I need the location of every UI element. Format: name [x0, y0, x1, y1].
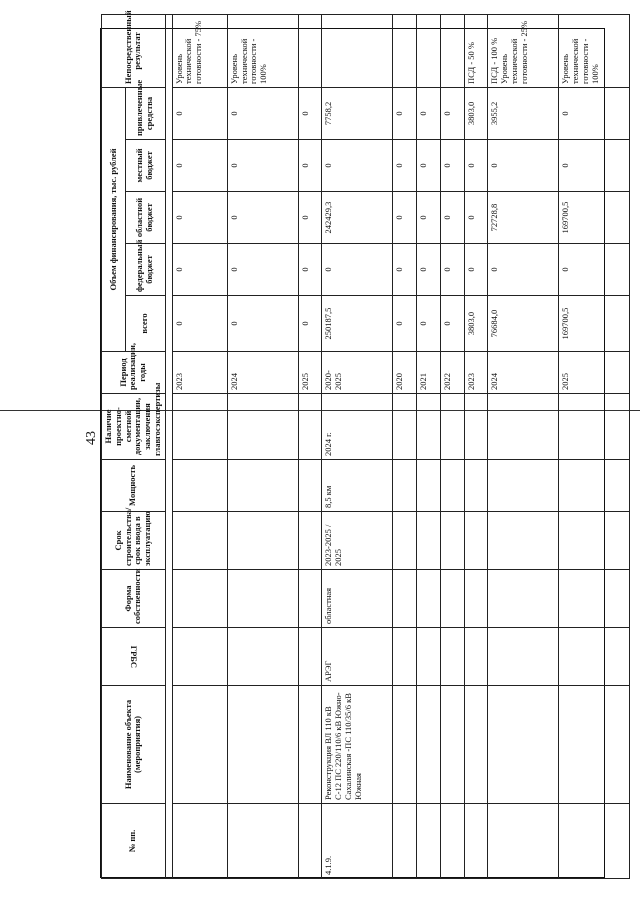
- cell-period: [464, 512, 488, 570]
- cell-num: [464, 804, 488, 879]
- cell-regional: 0: [227, 192, 298, 244]
- cell-federal: 0: [559, 244, 630, 296]
- cell-docs: [440, 394, 464, 460]
- cell-ownership: областная: [322, 570, 393, 628]
- cell-docs: 2024 г.: [322, 394, 393, 460]
- cell-attracted: 3955,2: [488, 87, 559, 139]
- table-row: [440, 14, 464, 878]
- cell-attracted: 0: [393, 87, 417, 139]
- cell-result: Уровень технической готовности - 75%: [172, 14, 227, 87]
- cell-capacity: [417, 460, 441, 512]
- cell-grbs: [172, 628, 227, 686]
- financing-table: [101, 10, 630, 879]
- header-local: местный бюджет: [125, 140, 165, 192]
- cell-total: 0: [393, 296, 417, 352]
- cell-capacity: [440, 460, 464, 512]
- cell-result: [440, 14, 464, 87]
- cell-ownership: [393, 570, 417, 628]
- cell-ownership: [417, 570, 441, 628]
- cell-year: 2024: [227, 352, 298, 394]
- header-result: Непосредственный результат: [102, 14, 166, 87]
- cell-local: 0: [298, 140, 322, 192]
- cell-name: [440, 686, 464, 804]
- cell-grbs: [488, 628, 559, 686]
- cell-regional: 0: [172, 192, 227, 244]
- cell-period: 2023-2025 / 2025: [322, 512, 393, 570]
- cell-federal: 0: [322, 244, 393, 296]
- cell-ownership: [227, 570, 298, 628]
- cell-attracted: 0: [559, 87, 630, 139]
- cell-federal: 0: [227, 244, 298, 296]
- table-row: [488, 14, 559, 878]
- cell-docs: [298, 394, 322, 460]
- cell-ownership: [172, 570, 227, 628]
- cell-regional: 169700,5: [559, 192, 630, 244]
- cell-period: [559, 512, 630, 570]
- header-financing: Объем финансирования, тыс. рублей: [102, 87, 126, 351]
- cell-attracted: 0: [227, 87, 298, 139]
- cell-federal: 0: [440, 244, 464, 296]
- cell-total: 0: [172, 296, 227, 352]
- cell-grbs: [559, 628, 630, 686]
- table-sheet: [100, 10, 605, 878]
- cell-result: [417, 14, 441, 87]
- table-row: [417, 14, 441, 878]
- cell-num: [440, 804, 464, 879]
- cell-regional: 0: [440, 192, 464, 244]
- header-name: Наименование объекта (мероприятия): [102, 686, 166, 804]
- cell-year: 2025: [298, 352, 322, 394]
- table-row: [172, 14, 227, 878]
- cell-result: Уровень технической готовности - 100%: [227, 14, 298, 87]
- cell-ownership: [464, 570, 488, 628]
- cell-result: Уровень технической готовности - 100%: [559, 14, 630, 87]
- cell-period: [298, 512, 322, 570]
- cell-period: [172, 512, 227, 570]
- cell-regional: 72728,8: [488, 192, 559, 244]
- cell-attracted: 0: [440, 87, 464, 139]
- cell-period: [393, 512, 417, 570]
- header-period: Срок строительства/срок ввода в эксплуатацию: [102, 512, 166, 570]
- header-regional: областной бюджет: [125, 192, 165, 244]
- cell-federal: 0: [172, 244, 227, 296]
- cell-num: [488, 804, 559, 879]
- cell-name: [172, 686, 227, 804]
- cell-local: 0: [172, 140, 227, 192]
- cell-result: [393, 14, 417, 87]
- cell-result: [298, 14, 322, 87]
- cell-capacity: [227, 460, 298, 512]
- header-num: № пп.: [102, 804, 166, 879]
- cell-total: 3803,0: [464, 296, 488, 352]
- cell-regional: 0: [417, 192, 441, 244]
- cell-total: 0: [227, 296, 298, 352]
- page-number: 43: [84, 431, 99, 445]
- cell-year: 2020: [393, 352, 417, 394]
- cell-result: [322, 14, 393, 87]
- cell-year: 2023: [464, 352, 488, 394]
- header-grbs: [102, 628, 166, 686]
- cell-federal: 0: [393, 244, 417, 296]
- header-docs: Наличие проектно-сметной документации, заключения главгосэкспертизы: [102, 394, 166, 460]
- cell-num: [559, 804, 630, 879]
- cell-local: 0: [393, 140, 417, 192]
- header-impl-period: Период реализации, годы: [102, 352, 166, 394]
- table-row: [322, 14, 393, 878]
- cell-attracted: 7758,2: [322, 87, 393, 139]
- cell-docs: [393, 394, 417, 460]
- cell-regional: 0: [464, 192, 488, 244]
- cell-federal: 0: [488, 244, 559, 296]
- cell-name: [227, 686, 298, 804]
- table-row: [298, 14, 322, 878]
- header-ownership: Форма собственности: [102, 570, 166, 628]
- header-grbs-label: ГРБС: [129, 645, 140, 668]
- cell-year: 2025: [559, 352, 630, 394]
- cell-capacity: [559, 460, 630, 512]
- cell-federal: 0: [298, 244, 322, 296]
- cell-regional: 0: [393, 192, 417, 244]
- cell-total: 76684,0: [488, 296, 559, 352]
- cell-grbs: [464, 628, 488, 686]
- cell-num: [393, 804, 417, 879]
- cell-grbs: [440, 628, 464, 686]
- cell-ownership: [298, 570, 322, 628]
- cell-local: 0: [322, 140, 393, 192]
- cell-local: 0: [464, 140, 488, 192]
- cell-local: 0: [440, 140, 464, 192]
- cell-regional: 0: [298, 192, 322, 244]
- cell-attracted: 0: [298, 87, 322, 139]
- cell-grbs: [417, 628, 441, 686]
- cell-docs: [172, 394, 227, 460]
- cell-name: [559, 686, 630, 804]
- cell-federal: 0: [417, 244, 441, 296]
- cell-grbs: [393, 628, 417, 686]
- cell-total: 0: [298, 296, 322, 352]
- table-row: [559, 14, 630, 878]
- cell-federal: 0: [464, 244, 488, 296]
- cell-period: [488, 512, 559, 570]
- cell-docs: [559, 394, 630, 460]
- cell-docs: [417, 394, 441, 460]
- cell-total: 169700,5: [559, 296, 630, 352]
- cell-capacity: 8,5 км: [322, 460, 393, 512]
- cell-docs: [227, 394, 298, 460]
- cell-capacity: [172, 460, 227, 512]
- cell-year: 2020-2025: [322, 352, 393, 394]
- cell-num: [417, 804, 441, 879]
- cell-capacity: [464, 460, 488, 512]
- cell-attracted: 0: [417, 87, 441, 139]
- cell-num: [298, 804, 322, 879]
- cell-result: ПСД - 100 % Уровень технической готовности - 25%: [488, 14, 559, 87]
- cell-num: 4.1.9.: [322, 804, 393, 879]
- header-capacity: Мощность: [102, 460, 166, 512]
- cell-year: 2021: [417, 352, 441, 394]
- cell-name: [464, 686, 488, 804]
- cell-result: ПСД - 50 %: [464, 14, 488, 87]
- cell-name: Реконструкция ВЛ 110 кВ С-12 ПС 220/110/6 кВ Южно-Сахалинская -ПС 110/35/6 кВ Южная: [322, 686, 393, 804]
- cell-grbs: [298, 628, 322, 686]
- cell-attracted: 0: [172, 87, 227, 139]
- cell-num: [227, 804, 298, 879]
- cell-num: [172, 804, 227, 879]
- cell-capacity: [488, 460, 559, 512]
- rotated-table-wrapper: [101, 10, 606, 879]
- cell-local: 0: [227, 140, 298, 192]
- header-row-1: [102, 14, 126, 878]
- cell-year: 2023: [172, 352, 227, 394]
- cell-name: [488, 686, 559, 804]
- cell-grbs: АРЭГ: [322, 628, 393, 686]
- cell-regional: 242429,3: [322, 192, 393, 244]
- cell-grbs: [227, 628, 298, 686]
- cell-name: [393, 686, 417, 804]
- cell-period: [440, 512, 464, 570]
- cell-ownership: [440, 570, 464, 628]
- cell-local: 0: [488, 140, 559, 192]
- cell-period: [227, 512, 298, 570]
- header-total: всего: [125, 296, 165, 352]
- header-attracted: привлеченные средства: [125, 87, 165, 139]
- cell-ownership: [488, 570, 559, 628]
- cell-capacity: [393, 460, 417, 512]
- cell-capacity: [298, 460, 322, 512]
- cell-docs: [488, 394, 559, 460]
- cell-year: 2024: [488, 352, 559, 394]
- table-row: [227, 14, 298, 878]
- header-separator: [165, 14, 172, 878]
- cell-total: 0: [417, 296, 441, 352]
- cell-total: 250187,5: [322, 296, 393, 352]
- cell-name: [417, 686, 441, 804]
- cell-attracted: 3803,0: [464, 87, 488, 139]
- table-row: [464, 14, 488, 878]
- cell-ownership: [559, 570, 630, 628]
- table-row: [393, 14, 417, 878]
- table-body: [172, 14, 630, 878]
- cell-docs: [464, 394, 488, 460]
- header-federal: федеральный бюджет: [125, 244, 165, 296]
- cell-year: 2022: [440, 352, 464, 394]
- cell-total: 0: [440, 296, 464, 352]
- cell-local: 0: [417, 140, 441, 192]
- cell-local: 0: [559, 140, 630, 192]
- cell-period: [417, 512, 441, 570]
- cell-name: [298, 686, 322, 804]
